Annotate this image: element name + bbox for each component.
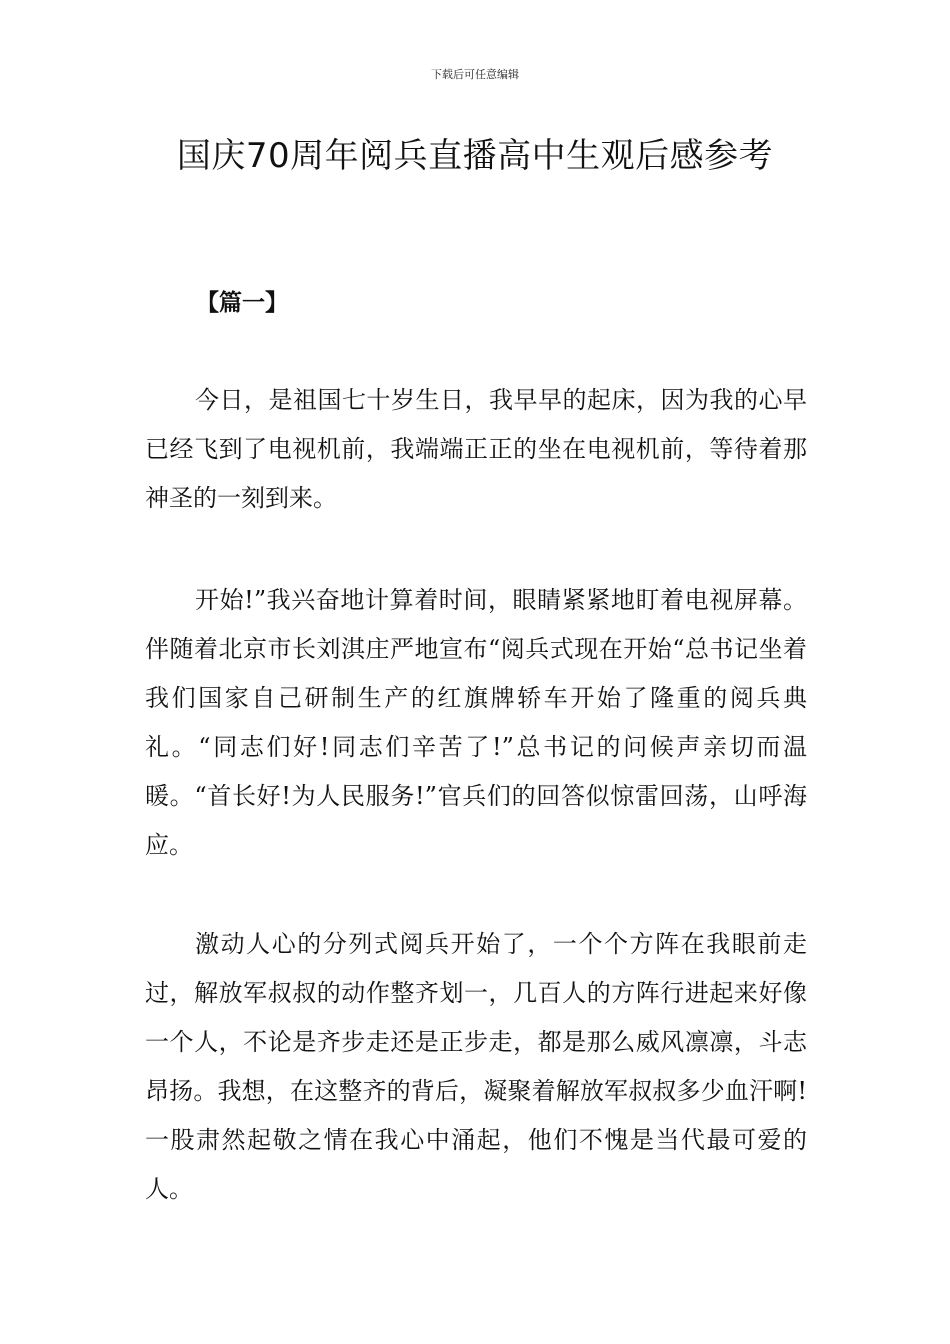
- paragraph-2: 开始!”我兴奋地计算着时间，眼睛紧紧地盯着电视屏幕。伴随着北京市长刘淇庄严地宣布“阅兵式现在开始“总书记坐着我们国家自己研制生产的红旗牌轿车开始了隆重的阅兵典礼。“同志们好!同志们辛苦了!”总书记的问候声亲切而温暖。“首长好!为人民服务!”官兵们的回答似惊雷回荡，山呼海应。: [145, 586, 807, 859]
- paragraph-3: 激动人心的分列式阅兵开始了，一个个方阵在我眼前走过，解放军叔叔的动作整齐划一，几百人的方阵行进起来好像一个人，不论是齐步走还是正步走，都是那么威风凛凛，斗志昂扬。我想，在这整齐的背后，凝聚着解放军叔叔多少血汗啊!一股肃然起敬之情在我心中涌起，他们不愧是当代最可爱的人。: [145, 930, 807, 1203]
- paragraph-1: 今日，是祖国七十岁生日，我早早的起床，因为我的心早已经飞到了电视机前，我端端正正的坐在电视机前，等待着那神圣的一刻到来。: [145, 386, 807, 512]
- document-title: 国庆70周年阅兵直播高中生观后感参考: [176, 136, 774, 176]
- section-heading: 【篇一】: [196, 290, 288, 316]
- header-note: 下载后可任意编辑: [431, 68, 519, 81]
